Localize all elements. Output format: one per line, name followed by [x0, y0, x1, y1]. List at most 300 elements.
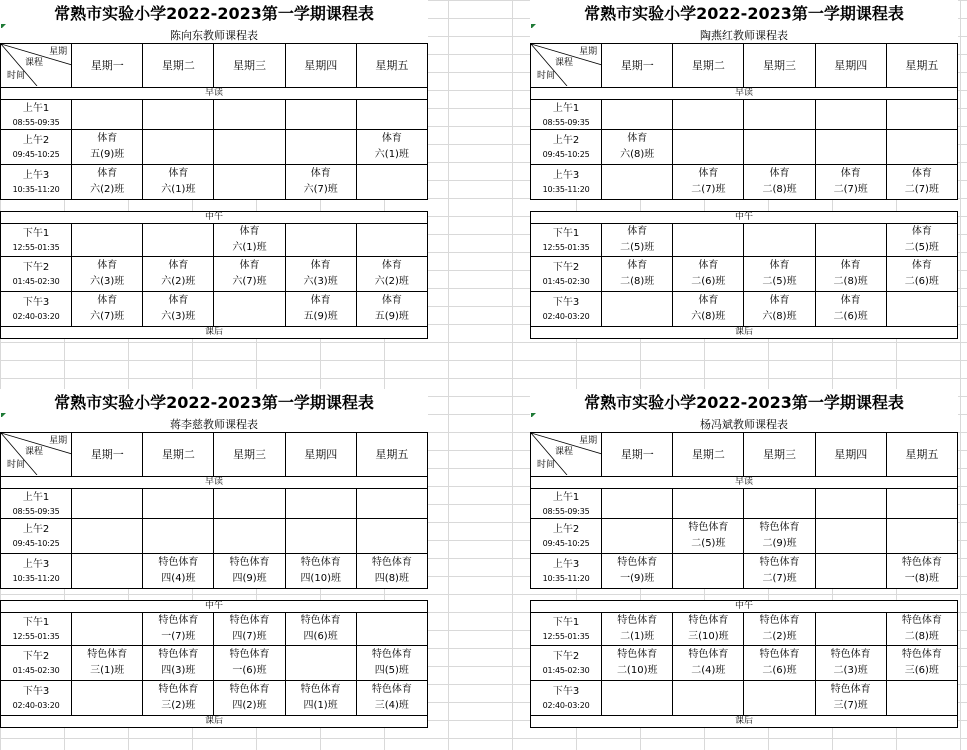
period-name: 下午3 [552, 686, 580, 697]
period-name: 上午2 [552, 135, 580, 146]
period-name: 上午1 [552, 102, 580, 114]
period-row [1, 554, 428, 589]
class-group: 二(5)班 [904, 242, 939, 253]
course-name: 体育 [911, 260, 932, 271]
class-cell-mon[interactable] [602, 613, 673, 646]
class-cell-tue[interactable] [673, 554, 744, 589]
class-cell-fri[interactable] [886, 100, 957, 130]
band-row [1, 212, 428, 224]
day-header-wed[interactable]: 星期三 [744, 44, 815, 88]
class-cell-mon[interactable] [602, 489, 673, 519]
class-group: 二(8)班 [833, 276, 868, 287]
class-group: 二(5)班 [691, 538, 726, 549]
day-header-fri[interactable]: 星期五 [886, 44, 957, 88]
class-cell-fri[interactable] [886, 519, 957, 554]
class-cell-tue[interactable] [673, 519, 744, 554]
course-name: 特色体育 [830, 684, 871, 695]
schedule-table [530, 43, 958, 200]
class-cell-fri[interactable] [356, 100, 427, 130]
period-row [531, 130, 958, 165]
class-cell-wed[interactable] [214, 681, 285, 716]
class-cell-tue[interactable] [673, 130, 744, 165]
class-cell-mon[interactable] [72, 646, 143, 681]
class-cell-wed[interactable] [214, 130, 285, 165]
class-cell-mon[interactable] [72, 224, 143, 257]
period-row [1, 130, 428, 165]
corner-header [531, 44, 602, 88]
class-cell-thu[interactable] [815, 130, 886, 165]
class-cell-thu[interactable] [285, 224, 356, 257]
day-header-thu[interactable]: 星期四 [815, 44, 886, 88]
period-slot-cell[interactable] [531, 130, 602, 165]
class-cell-wed[interactable] [744, 613, 815, 646]
class-cell-wed[interactable] [744, 681, 815, 716]
class-cell-mon[interactable] [602, 646, 673, 681]
class-cell-tue[interactable] [673, 224, 744, 257]
class-group: 六(7)班 [90, 311, 125, 322]
class-cell-tue[interactable] [143, 224, 214, 257]
period-name: 上午3 [552, 559, 580, 570]
class-cell-tue[interactable] [143, 681, 214, 716]
course-name: 体育 [627, 133, 648, 144]
class-cell-fri[interactable] [886, 165, 957, 200]
class-cell-mon[interactable] [72, 519, 143, 554]
class-cell-thu[interactable] [285, 519, 356, 554]
period-time: 09:45-10:25 [12, 150, 60, 159]
class-cell-tue[interactable] [673, 100, 744, 130]
corner-label-time: 时间 [537, 71, 556, 81]
period-slot-cell[interactable] [531, 646, 602, 681]
band-noon[interactable]: 中午 [1, 212, 428, 224]
course-name: 特色体育 [901, 615, 942, 626]
class-group: 六(8)班 [620, 149, 655, 160]
day-header-wed[interactable]: 星期三 [214, 433, 285, 477]
period-name: 下午2 [552, 262, 580, 273]
course-name: 特色体育 [617, 649, 658, 660]
class-cell-wed[interactable] [214, 489, 285, 519]
class-cell-wed[interactable] [214, 165, 285, 200]
period-name: 下午3 [22, 686, 50, 697]
band-noon[interactable]: 中午 [1, 601, 428, 613]
course-name: 体育 [769, 295, 790, 306]
class-cell-wed[interactable] [214, 292, 285, 327]
class-cell-mon[interactable] [72, 292, 143, 327]
band-morning-read[interactable]: 早读 [531, 477, 958, 489]
teacher-schedule-subtitle: 蒋李慈教师课程表 [0, 417, 428, 432]
period-row [531, 489, 958, 519]
class-cell-fri[interactable] [886, 613, 957, 646]
period-row [531, 257, 958, 292]
class-group: 二(2)班 [762, 631, 797, 642]
class-cell-wed[interactable] [214, 613, 285, 646]
header-row [1, 44, 428, 88]
class-cell-tue[interactable] [673, 257, 744, 292]
period-row [1, 519, 428, 554]
period-time: 01:45-02:30 [542, 666, 590, 675]
class-group: 三(1)班 [90, 665, 125, 676]
class-group: 三(7)班 [833, 700, 868, 711]
class-cell-tue[interactable] [143, 292, 214, 327]
course-name: 特色体育 [759, 522, 800, 533]
period-time: 08:55-09:35 [542, 506, 590, 516]
class-cell-thu[interactable] [285, 130, 356, 165]
course-name: 特色体育 [158, 557, 199, 568]
class-cell-mon[interactable] [602, 224, 673, 257]
class-cell-thu[interactable] [815, 681, 886, 716]
class-group: 六(2)班 [161, 276, 196, 287]
class-cell-tue[interactable] [673, 681, 744, 716]
day-header-thu[interactable]: 星期四 [815, 433, 886, 477]
class-cell-wed[interactable] [744, 489, 815, 519]
class-cell-thu[interactable] [285, 292, 356, 327]
course-name: 特色体育 [229, 684, 270, 695]
period-slot-cell[interactable] [1, 224, 72, 257]
class-cell-fri[interactable] [356, 554, 427, 589]
class-cell-thu[interactable] [285, 613, 356, 646]
day-header-mon[interactable]: 星期一 [72, 44, 143, 88]
band-row [1, 88, 428, 100]
class-cell-wed[interactable] [744, 165, 815, 200]
class-cell-thu[interactable] [285, 165, 356, 200]
class-cell-thu[interactable] [815, 292, 886, 327]
period-slot-cell[interactable] [1, 165, 72, 200]
course-name: 体育 [698, 168, 719, 179]
class-cell-tue[interactable] [673, 646, 744, 681]
class-cell-fri[interactable] [356, 646, 427, 681]
class-group: 四(10)班 [300, 573, 341, 584]
day-header-mon[interactable]: 星期一 [602, 433, 673, 477]
class-cell-tue[interactable] [143, 646, 214, 681]
course-name: 体育 [769, 168, 790, 179]
class-cell-wed[interactable] [214, 646, 285, 681]
class-group: 六(1)班 [374, 149, 409, 160]
band-row [531, 601, 958, 613]
class-cell-wed[interactable] [214, 224, 285, 257]
class-cell-thu[interactable] [285, 489, 356, 519]
period-slot-cell[interactable] [531, 292, 602, 327]
period-name: 下午2 [552, 651, 580, 662]
sheet-title: 常熟市实验小学2022-2023第一学期课程表 [530, 0, 958, 28]
course-name: 体育 [239, 260, 260, 271]
day-header-tue[interactable]: 星期二 [673, 433, 744, 477]
band-noon[interactable]: 中午 [531, 601, 958, 613]
class-group: 六(3)班 [303, 276, 338, 287]
day-header-fri[interactable]: 星期五 [356, 433, 427, 477]
period-slot-cell[interactable] [1, 100, 72, 130]
class-group: 二(7)班 [762, 573, 797, 584]
class-cell-thu[interactable] [815, 519, 886, 554]
class-cell-mon[interactable] [602, 519, 673, 554]
period-name: 下午1 [552, 228, 580, 239]
period-time: 01:45-02:30 [12, 277, 60, 286]
class-cell-wed[interactable] [214, 100, 285, 130]
class-cell-thu[interactable] [285, 646, 356, 681]
day-header-mon[interactable]: 星期一 [602, 44, 673, 88]
class-cell-fri[interactable] [886, 681, 957, 716]
class-cell-mon[interactable] [72, 130, 143, 165]
class-cell-mon[interactable] [72, 100, 143, 130]
class-group: 二(5)班 [620, 242, 655, 253]
period-slot-cell[interactable] [531, 100, 602, 130]
class-cell-wed[interactable] [744, 100, 815, 130]
day-header-wed[interactable]: 星期三 [214, 44, 285, 88]
band-row [531, 477, 958, 489]
class-cell-fri[interactable] [356, 489, 427, 519]
band-row [531, 88, 958, 100]
class-cell-thu[interactable] [815, 257, 886, 292]
corner-label-course: 课程 [25, 58, 44, 68]
class-cell-thu[interactable] [815, 489, 886, 519]
period-time: 02:40-03:20 [12, 312, 60, 321]
class-cell-tue[interactable] [143, 100, 214, 130]
class-cell-fri[interactable] [886, 554, 957, 589]
period-slot-cell[interactable] [1, 292, 72, 327]
class-cell-thu[interactable] [815, 224, 886, 257]
class-group: 二(8)班 [620, 276, 655, 287]
period-time: 12:55-01:35 [542, 243, 590, 252]
class-group: 一(6)班 [232, 665, 267, 676]
period-slot-cell[interactable] [1, 489, 72, 519]
period-slot-cell[interactable] [1, 681, 72, 716]
period-row [1, 489, 428, 519]
sheet-title: 常熟市实验小学2022-2023第一学期课程表 [0, 389, 428, 417]
band-after-school[interactable]: 课后 [1, 716, 428, 728]
band-after-school[interactable]: 课后 [531, 327, 958, 339]
period-time: 10:35-11:20 [542, 185, 590, 194]
class-cell-tue[interactable] [143, 554, 214, 589]
class-cell-tue[interactable] [143, 130, 214, 165]
class-cell-fri[interactable] [356, 130, 427, 165]
corner-label-course: 课程 [555, 447, 574, 457]
band-morning-read[interactable]: 早读 [531, 88, 958, 100]
band-row [531, 327, 958, 339]
header-row [531, 44, 958, 88]
band-after-school[interactable]: 课后 [531, 716, 958, 728]
class-cell-mon[interactable] [72, 165, 143, 200]
class-cell-thu[interactable] [815, 646, 886, 681]
class-cell-fri[interactable] [886, 292, 957, 327]
class-cell-fri[interactable] [356, 257, 427, 292]
class-cell-fri[interactable] [886, 489, 957, 519]
course-name: 特色体育 [759, 615, 800, 626]
corner-header [1, 433, 72, 477]
schedule-table [0, 211, 428, 339]
period-time: 01:45-02:30 [542, 277, 590, 286]
class-cell-mon[interactable] [602, 257, 673, 292]
class-group: 二(7)班 [833, 184, 868, 195]
class-cell-thu[interactable] [285, 257, 356, 292]
band-morning-read[interactable]: 早读 [1, 477, 428, 489]
class-cell-wed[interactable] [744, 519, 815, 554]
class-cell-wed[interactable] [214, 519, 285, 554]
class-cell-mon[interactable] [602, 292, 673, 327]
class-cell-tue[interactable] [673, 489, 744, 519]
band-row [1, 716, 428, 728]
class-cell-thu[interactable] [285, 681, 356, 716]
period-slot-cell[interactable] [531, 165, 602, 200]
class-cell-tue[interactable] [143, 257, 214, 292]
day-header-tue[interactable]: 星期二 [143, 44, 214, 88]
class-group: 四(9)班 [232, 573, 267, 584]
teacher-schedule-subtitle: 陶燕红教师课程表 [530, 28, 958, 43]
class-cell-wed[interactable] [214, 257, 285, 292]
class-cell-fri[interactable] [356, 292, 427, 327]
period-slot-cell[interactable] [531, 681, 602, 716]
class-group: 二(7)班 [691, 184, 726, 195]
class-cell-mon[interactable] [602, 554, 673, 589]
class-group: 二(7)班 [904, 184, 939, 195]
class-cell-thu[interactable] [285, 554, 356, 589]
period-slot-cell[interactable] [1, 519, 72, 554]
class-cell-wed[interactable] [214, 554, 285, 589]
period-row [531, 165, 958, 200]
band-morning-read[interactable]: 早读 [1, 88, 428, 100]
period-slot-cell[interactable] [1, 613, 72, 646]
corner-label-time: 时间 [7, 460, 26, 470]
class-cell-mon[interactable] [72, 681, 143, 716]
class-cell-tue[interactable] [143, 489, 214, 519]
period-slot-cell[interactable] [531, 489, 602, 519]
band-noon[interactable]: 中午 [531, 212, 958, 224]
class-cell-tue[interactable] [143, 165, 214, 200]
class-group: 二(10)班 [616, 665, 658, 676]
class-cell-mon[interactable] [72, 257, 143, 292]
course-name: 特色体育 [371, 684, 412, 695]
course-name: 特色体育 [830, 649, 871, 660]
period-time: 09:45-10:25 [542, 539, 590, 548]
course-name: 体育 [310, 295, 331, 306]
class-cell-wed[interactable] [744, 130, 815, 165]
period-slot-cell[interactable] [1, 646, 72, 681]
schedule-table [0, 43, 428, 200]
class-cell-mon[interactable] [602, 165, 673, 200]
class-cell-mon[interactable] [602, 681, 673, 716]
day-header-fri[interactable]: 星期五 [886, 433, 957, 477]
day-header-wed[interactable]: 星期三 [744, 433, 815, 477]
class-cell-mon[interactable] [72, 489, 143, 519]
class-cell-fri[interactable] [356, 519, 427, 554]
period-slot-cell[interactable] [531, 257, 602, 292]
day-header-mon[interactable]: 星期一 [72, 433, 143, 477]
day-header-thu[interactable]: 星期四 [285, 44, 356, 88]
class-cell-fri[interactable] [356, 165, 427, 200]
class-group: 二(8)班 [762, 184, 797, 195]
class-group: 四(1)班 [303, 700, 338, 711]
period-row [531, 292, 958, 327]
course-name: 体育 [310, 260, 331, 271]
class-cell-tue[interactable] [673, 165, 744, 200]
class-cell-fri[interactable] [886, 130, 957, 165]
class-cell-thu[interactable] [815, 554, 886, 589]
day-header-tue[interactable]: 星期二 [673, 44, 744, 88]
class-cell-thu[interactable] [815, 100, 886, 130]
class-cell-mon[interactable] [602, 130, 673, 165]
class-group: 四(6)班 [303, 631, 338, 642]
period-slot-cell[interactable] [1, 130, 72, 165]
class-group: 二(6)班 [833, 311, 868, 322]
period-slot-cell[interactable] [531, 224, 602, 257]
course-name: 特色体育 [229, 615, 270, 626]
period-slot-cell[interactable] [1, 554, 72, 589]
course-name: 体育 [239, 226, 260, 237]
band-row [1, 601, 428, 613]
course-name: 体育 [698, 295, 719, 306]
class-group: 六(2)班 [90, 184, 125, 195]
class-cell-tue[interactable] [143, 519, 214, 554]
period-row [1, 165, 428, 200]
period-slot-cell[interactable] [531, 554, 602, 589]
course-name: 体育 [168, 260, 189, 271]
period-row [531, 554, 958, 589]
course-name: 体育 [97, 133, 118, 144]
day-header-thu[interactable]: 星期四 [285, 433, 356, 477]
class-group: 三(10)班 [688, 631, 729, 642]
corner-header [1, 44, 72, 88]
corner-label-weekday: 星期 [579, 436, 598, 446]
period-row [531, 613, 958, 646]
class-cell-wed[interactable] [744, 224, 815, 257]
band-after-school[interactable]: 课后 [1, 327, 428, 339]
class-cell-wed[interactable] [744, 554, 815, 589]
teacher-schedule-subtitle: 陈向东教师课程表 [0, 28, 428, 43]
class-cell-thu[interactable] [815, 165, 886, 200]
class-group: 六(2)班 [374, 276, 409, 287]
course-name: 特色体育 [300, 615, 341, 626]
class-cell-tue[interactable] [143, 613, 214, 646]
schedule-table [0, 432, 428, 589]
course-name: 特色体育 [300, 684, 341, 695]
band-row [1, 477, 428, 489]
course-name: 体育 [97, 260, 118, 271]
class-cell-mon[interactable] [72, 613, 143, 646]
class-cell-fri[interactable] [886, 257, 957, 292]
class-group: 六(1)班 [232, 242, 267, 253]
class-cell-thu[interactable] [815, 613, 886, 646]
class-cell-thu[interactable] [285, 100, 356, 130]
class-cell-fri[interactable] [356, 224, 427, 257]
class-cell-wed[interactable] [744, 646, 815, 681]
corner-label-weekday: 星期 [579, 47, 598, 57]
class-cell-mon[interactable] [602, 100, 673, 130]
class-cell-fri[interactable] [886, 646, 957, 681]
class-group: 一(9)班 [620, 573, 655, 584]
period-slot-cell[interactable] [1, 257, 72, 292]
class-cell-tue[interactable] [673, 613, 744, 646]
class-cell-fri[interactable] [356, 613, 427, 646]
day-header-fri[interactable]: 星期五 [356, 44, 427, 88]
period-time: 09:45-10:25 [12, 539, 60, 548]
class-group: 五(9)班 [374, 311, 409, 322]
class-group: 二(1)班 [620, 631, 655, 642]
header-row [531, 433, 958, 477]
period-slot-cell[interactable] [531, 613, 602, 646]
course-name: 体育 [381, 260, 402, 271]
class-cell-wed[interactable] [744, 257, 815, 292]
class-cell-mon[interactable] [72, 554, 143, 589]
class-cell-fri[interactable] [886, 224, 957, 257]
class-cell-fri[interactable] [356, 681, 427, 716]
period-row [1, 257, 428, 292]
course-name: 特色体育 [688, 522, 729, 533]
class-cell-tue[interactable] [673, 292, 744, 327]
period-row [531, 100, 958, 130]
period-name: 上午1 [552, 491, 580, 503]
class-group: 二(5)班 [762, 276, 797, 287]
period-slot-cell[interactable] [531, 519, 602, 554]
class-group: 六(8)班 [691, 311, 726, 322]
class-cell-wed[interactable] [744, 292, 815, 327]
day-header-tue[interactable]: 星期二 [143, 433, 214, 477]
